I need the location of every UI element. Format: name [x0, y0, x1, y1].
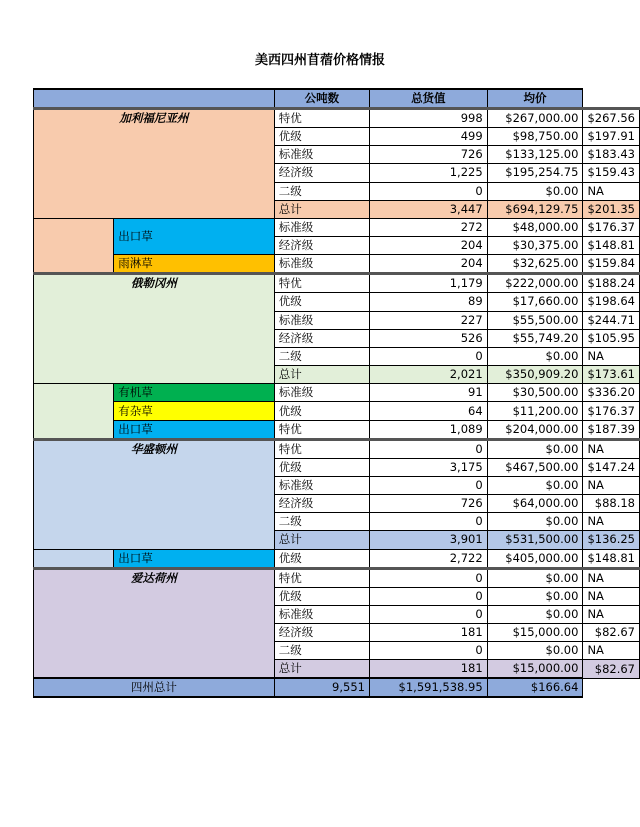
avg-cell: $159.43 [583, 164, 640, 182]
grade-cell: 总计 [274, 200, 369, 218]
avg-cell: $198.64 [583, 293, 640, 311]
avg-cell: NA [583, 568, 640, 587]
avg-cell: $136.25 [583, 531, 640, 549]
table-row [34, 439, 640, 458]
avg-cell: NA [583, 182, 640, 200]
value-cell: $133,125.00 [487, 146, 583, 164]
sub-row [34, 218, 640, 236]
tons-cell: 204 [369, 237, 487, 255]
avg-cell: NA [583, 476, 640, 494]
value-cell: $531,500.00 [487, 531, 583, 549]
avg-cell: $148.81 [583, 549, 640, 568]
value-cell: $0.00 [487, 605, 583, 623]
tons-cell: 998 [369, 109, 487, 128]
avg-cell: $173.61 [583, 366, 640, 384]
avg-cell: NA [583, 605, 640, 623]
grade-cell: 总计 [274, 366, 369, 384]
avg-cell: $188.24 [583, 274, 640, 293]
avg-cell: $183.43 [583, 146, 640, 164]
avg-cell: $336.20 [583, 384, 640, 402]
avg-cell: $267.56 [583, 109, 640, 128]
tons-cell: 91 [369, 384, 487, 402]
avg-cell: NA [583, 642, 640, 660]
state-label: 俄勒冈州 [34, 274, 275, 384]
grade-cell: 总计 [274, 660, 369, 679]
tons-cell: 227 [369, 311, 487, 329]
table-row [34, 568, 640, 587]
value-cell: $64,000.00 [487, 495, 583, 513]
grade-cell: 二级 [274, 182, 369, 200]
grade-cell: 标准级 [274, 146, 369, 164]
avg-cell: $176.37 [583, 218, 640, 236]
tons-cell: 89 [369, 293, 487, 311]
price-table-body [34, 89, 640, 697]
value-cell: $0.00 [487, 642, 583, 660]
table-row [34, 109, 640, 128]
avg-cell: $147.24 [583, 458, 640, 476]
value-cell: $267,000.00 [487, 109, 583, 128]
tons-cell: 726 [369, 146, 487, 164]
tons-cell: 0 [369, 587, 487, 605]
grade-cell: 二级 [274, 513, 369, 531]
avg-cell: $201.35 [583, 200, 640, 218]
grade-cell: 经济级 [274, 623, 369, 641]
value-cell: $17,660.00 [487, 293, 583, 311]
tons-cell: 0 [369, 439, 487, 458]
avg-cell: $176.37 [583, 402, 640, 420]
grade-cell: 特优 [274, 109, 369, 128]
avg-cell: NA [583, 439, 640, 458]
tons-cell: 3,901 [369, 531, 487, 549]
grade-cell: 特优 [274, 274, 369, 293]
tons-cell: 2,722 [369, 549, 487, 568]
value-cell: $405,000.00 [487, 549, 583, 568]
tons-cell: 64 [369, 402, 487, 420]
value-cell: $55,749.20 [487, 329, 583, 347]
avg-cell: $244.71 [583, 311, 640, 329]
grand-total-tons: 9,551 [274, 678, 369, 697]
value-cell: $55,500.00 [487, 311, 583, 329]
value-cell: $204,000.00 [487, 420, 583, 439]
value-cell: $467,500.00 [487, 458, 583, 476]
category-label: 雨淋草 [114, 255, 275, 274]
value-cell: $0.00 [487, 182, 583, 200]
state-label: 加利福尼亚州 [34, 109, 275, 219]
state-label: 爱达荷州 [34, 568, 275, 678]
tons-cell: 1,225 [369, 164, 487, 182]
grade-cell: 总计 [274, 531, 369, 549]
avg-cell: $197.91 [583, 128, 640, 146]
category-label: 有机草 [114, 384, 275, 402]
value-cell: $11,200.00 [487, 402, 583, 420]
grade-cell: 优级 [274, 458, 369, 476]
category-label: 有杂草 [114, 402, 275, 420]
grade-cell: 优级 [274, 549, 369, 568]
value-cell: $30,375.00 [487, 237, 583, 255]
grade-cell: 经济级 [274, 329, 369, 347]
value-cell: $32,625.00 [487, 255, 583, 274]
grade-cell: 标准级 [274, 255, 369, 274]
header-avg: 均价 [487, 89, 583, 109]
category-label: 出口草 [114, 420, 275, 439]
tons-cell: 0 [369, 347, 487, 365]
grade-cell: 优级 [274, 587, 369, 605]
state-fill-cell [34, 384, 114, 439]
grand-total-row [34, 678, 640, 697]
avg-cell: $187.39 [583, 420, 640, 439]
value-cell: $98,750.00 [487, 128, 583, 146]
tons-cell: 726 [369, 495, 487, 513]
avg-cell: NA [583, 587, 640, 605]
avg-cell: $105.95 [583, 329, 640, 347]
category-label: 出口草 [114, 218, 275, 254]
avg-cell: NA [583, 513, 640, 531]
value-cell: $0.00 [487, 476, 583, 494]
value-cell: $15,000.00 [487, 660, 583, 679]
value-cell: $0.00 [487, 347, 583, 365]
tons-cell: 1,089 [369, 420, 487, 439]
tons-cell: 181 [369, 623, 487, 641]
grade-cell: 标准级 [274, 384, 369, 402]
tons-cell: 0 [369, 182, 487, 200]
grand-total-value: $1,591,538.95 [369, 678, 487, 697]
tons-cell: 204 [369, 255, 487, 274]
value-cell: $0.00 [487, 439, 583, 458]
tons-cell: 0 [369, 605, 487, 623]
tons-cell: 3,447 [369, 200, 487, 218]
header-tons: 公吨数 [274, 89, 369, 109]
grade-cell: 优级 [274, 293, 369, 311]
avg-cell: NA [583, 347, 640, 365]
tons-cell: 0 [369, 476, 487, 494]
value-cell: $350,909.20 [487, 366, 583, 384]
tons-cell: 0 [369, 568, 487, 587]
value-cell: $222,000.00 [487, 274, 583, 293]
value-cell: $0.00 [487, 513, 583, 531]
grade-cell: 经济级 [274, 237, 369, 255]
sub-row [34, 402, 640, 420]
sub-row [34, 420, 640, 439]
grade-cell: 优级 [274, 128, 369, 146]
grade-cell: 标准级 [274, 605, 369, 623]
tons-cell: 0 [369, 513, 487, 531]
table-row [34, 274, 640, 293]
grade-cell: 特优 [274, 420, 369, 439]
sub-row [34, 384, 640, 402]
value-cell: $694,129.75 [487, 200, 583, 218]
value-cell: $0.00 [487, 587, 583, 605]
avg-cell: $82.67 [583, 623, 640, 641]
header-row [34, 89, 640, 109]
avg-cell: $148.81 [583, 237, 640, 255]
state-fill-cell [34, 549, 114, 568]
tons-cell: 1,179 [369, 274, 487, 293]
grade-cell: 二级 [274, 347, 369, 365]
tons-cell: 526 [369, 329, 487, 347]
tons-cell: 0 [369, 642, 487, 660]
grade-cell: 特优 [274, 568, 369, 587]
tons-cell: 499 [369, 128, 487, 146]
value-cell: $30,500.00 [487, 384, 583, 402]
avg-cell: $159.84 [583, 255, 640, 274]
header-value: 总货值 [369, 89, 487, 109]
state-fill-cell [34, 218, 114, 273]
grade-cell: 标准级 [274, 311, 369, 329]
price-table [33, 88, 640, 698]
grade-cell: 优级 [274, 402, 369, 420]
page-title: 美西四州苜蓿价格情报 [254, 53, 385, 68]
tons-cell: 3,175 [369, 458, 487, 476]
tons-cell: 181 [369, 660, 487, 679]
grade-cell: 特优 [274, 439, 369, 458]
category-label: 出口草 [114, 549, 275, 568]
sub-row [34, 255, 640, 274]
grade-cell: 经济级 [274, 164, 369, 182]
state-label: 华盛顿州 [34, 439, 275, 549]
grand-total-avg: $166.64 [487, 678, 583, 697]
tons-cell: 2,021 [369, 366, 487, 384]
sub-row [34, 549, 640, 568]
header-blank-cell [34, 89, 275, 109]
avg-cell: $88.18 [583, 495, 640, 513]
tons-cell: 272 [369, 218, 487, 236]
value-cell: $48,000.00 [487, 218, 583, 236]
grade-cell: 标准级 [274, 218, 369, 236]
value-cell: $195,254.75 [487, 164, 583, 182]
value-cell: $15,000.00 [487, 623, 583, 641]
grade-cell: 二级 [274, 642, 369, 660]
grade-cell: 标准级 [274, 476, 369, 494]
value-cell: $0.00 [487, 568, 583, 587]
avg-cell: $82.67 [583, 660, 640, 679]
grade-cell: 经济级 [274, 495, 369, 513]
grand-total-label: 四州总计 [34, 678, 275, 697]
